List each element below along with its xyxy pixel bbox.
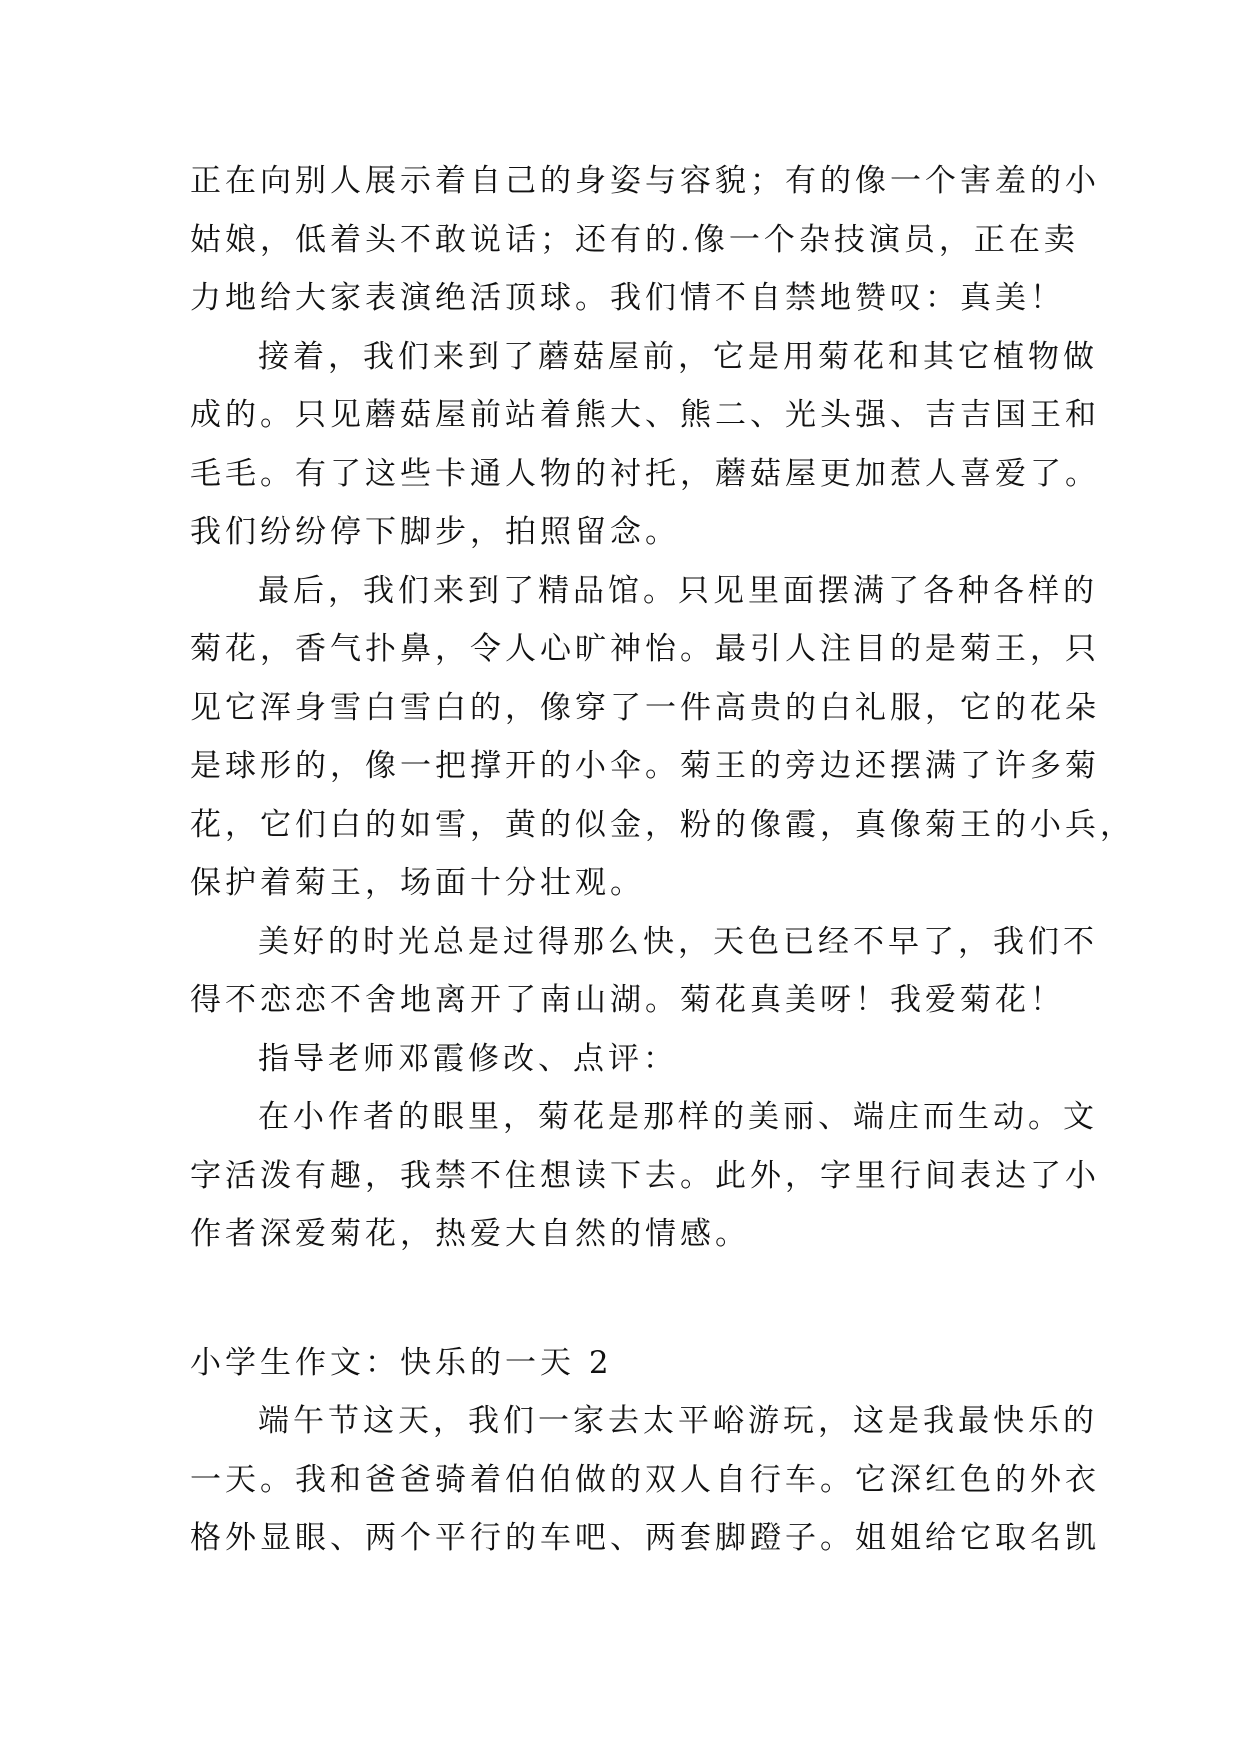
text-line: 字活泼有趣，我禁不住想读下去。此外，字里行间表达了小 [190, 1157, 1100, 1194]
text-line: 一天。我和爸爸骑着伯伯做的双人自行车。它深红色的外衣 [190, 1461, 1100, 1498]
section-spacer [190, 1264, 1070, 1334]
text-line: 格外显眼、两个平行的车吧、两套脚蹬子。姐姐给它取名凯 [190, 1520, 1100, 1556]
paragraph-6 [190, 1088, 1100, 1264]
text-line: 菊花，香气扑鼻，令人心旷神怡。最引人注目的是菊王，只 [190, 631, 1100, 667]
text-line: 是球形的，像一把撑开的小伞。菊王的旁边还摆满了许多菊 [190, 748, 1100, 784]
paragraph-7 [190, 1392, 1100, 1568]
paragraph-5 [190, 1030, 1070, 1089]
text-line: 作者深爱菊花，热爱大自然的情感。 [190, 1216, 750, 1252]
text-line: 力地给大家表演绝活顶球。我们情不自禁地赞叹：真美！ [190, 280, 1065, 316]
paragraph-3 [190, 562, 1135, 913]
paragraph-1 [190, 152, 1100, 328]
document-body [190, 152, 1135, 1568]
text-line: 美好的时光总是过得那么快，天色已经不早了，我们不 [258, 923, 1098, 960]
text-line: 正在向别人展示着自己的身姿与容貌；有的像一个害羞的小 [190, 163, 1100, 199]
text-line: 见它浑身雪白雪白的，像穿了一件高贵的白礼服，它的花朵 [190, 689, 1100, 726]
text-line: 指导老师邓霞修改、点评： [258, 1040, 678, 1077]
text-line: 最后，我们来到了精品馆。只见里面摆满了各种各样的 [258, 572, 1098, 609]
text-line: 成的。只见蘑菇屋前站着熊大、熊二、光头强、吉吉国王和 [190, 397, 1100, 433]
text-line: 我们纷纷停下脚步，拍照留念。 [190, 514, 680, 550]
text-line: 保护着菊王，场面十分壮观。 [190, 865, 645, 901]
text-line: 端午节这天，我们一家去太平峪游玩，这是我最快乐的 [258, 1403, 1098, 1439]
text-line: 毛毛。有了这些卡通人物的衬托，蘑菇屋更加惹人喜爱了。 [190, 455, 1100, 492]
text-line: 花，它们白的如雪，黄的似金，粉的像霞，真像菊王的小兵， [190, 806, 1135, 843]
paragraph-4 [190, 913, 1098, 1030]
text-line: 接着，我们来到了蘑菇屋前，它是用菊花和其它植物做 [258, 338, 1098, 375]
text-line: 在小作者的眼里，菊花是那样的美丽、端庄而生动。文 [258, 1099, 1098, 1135]
paragraph-2 [190, 328, 1100, 562]
section-title: 小学生作文：快乐的一天 2 [190, 1344, 613, 1381]
text-line: 得不恋恋不舍地离开了南山湖。菊花真美呀！我爱菊花！ [190, 982, 1065, 1018]
text-line: 姑娘，低着头不敢说话；还有的.像一个杂技演员，正在卖 [190, 221, 1079, 258]
